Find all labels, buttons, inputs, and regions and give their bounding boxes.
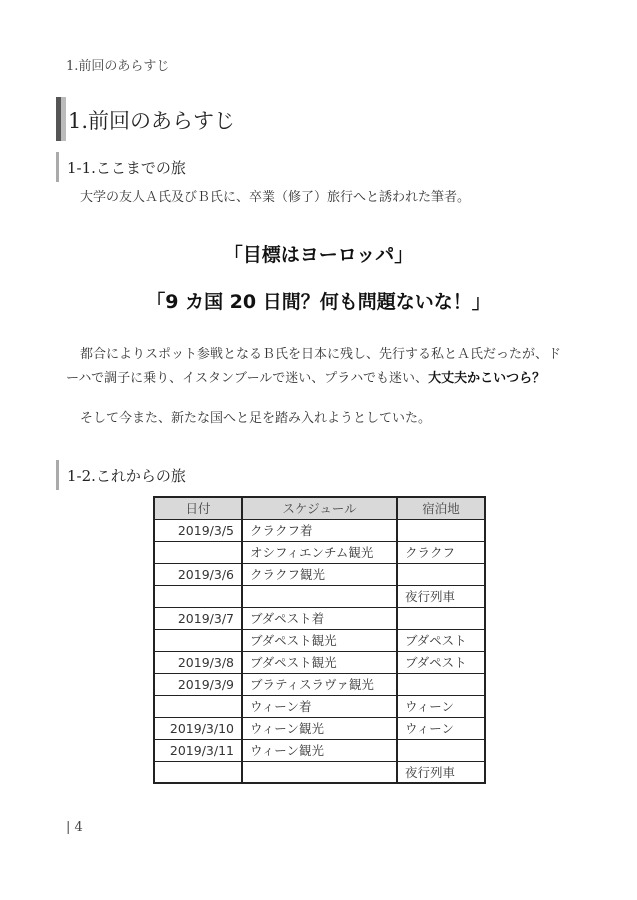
table-header-row xyxy=(154,497,485,519)
table-row xyxy=(154,519,485,541)
section-title: 1-1.ここまでの旅 xyxy=(67,159,186,177)
heading-bar-shade xyxy=(61,97,66,141)
cell-date: 2019/3/7 xyxy=(154,607,242,629)
running-header: 1.前回のあらすじ xyxy=(66,59,170,74)
story-paragraph xyxy=(66,343,574,391)
section-heading-bar xyxy=(56,152,59,182)
cell-date: 2019/3/9 xyxy=(154,673,242,695)
intro-paragraph xyxy=(66,186,574,210)
cell-lodging: クラクフ xyxy=(397,541,485,563)
quote-plan: 「9 カ国 20 日間？何も問題ないな！」 xyxy=(146,291,491,313)
intro-text: 大学の友人Ａ氏及びＢ氏に、卒業（修了）旅行へと誘われた筆者。 xyxy=(80,190,471,205)
closing-paragraph xyxy=(66,407,574,431)
cell-date: 2019/3/11 xyxy=(154,739,242,761)
table-row xyxy=(154,739,485,761)
table-row xyxy=(154,761,485,783)
table-row xyxy=(154,629,485,651)
table-row xyxy=(154,651,485,673)
table-row xyxy=(154,541,485,563)
cell-lodging: ウィーン xyxy=(397,717,485,739)
cell-schedule: クラクフ着 xyxy=(242,519,397,541)
cell-schedule: ブダペスト観光 xyxy=(242,629,397,651)
cell-date xyxy=(154,541,242,563)
table-row xyxy=(154,717,485,739)
schedule-table-body xyxy=(154,519,485,783)
page-number: | 4 xyxy=(66,820,83,835)
table-row xyxy=(154,585,485,607)
cell-date xyxy=(154,695,242,717)
schedule-table xyxy=(153,496,486,784)
closing-text: そして今また、新たな国へと足を踏み入れようとしていた。 xyxy=(80,411,432,426)
story-text: 都合によりスポット参戦となるＢ氏を日本に残し、先行する私とＡ氏だったが、ドーハで調子に乗り、イスタンブールで迷い、プラハでも迷い、 xyxy=(66,347,562,386)
table-row xyxy=(154,607,485,629)
cell-lodging: ブダペスト xyxy=(397,651,485,673)
cell-schedule: オシフィエンチム観光 xyxy=(242,541,397,563)
cell-lodging xyxy=(397,739,485,761)
cell-schedule: ブラティスラヴァ観光 xyxy=(242,673,397,695)
cell-schedule: ブダペスト観光 xyxy=(242,651,397,673)
cell-date: 2019/3/6 xyxy=(154,563,242,585)
table-row xyxy=(154,695,485,717)
cell-date xyxy=(154,585,242,607)
cell-date xyxy=(154,761,242,783)
cell-schedule: ブダペスト着 xyxy=(242,607,397,629)
header-lodging: 宿泊地 xyxy=(397,497,485,519)
cell-lodging xyxy=(397,563,485,585)
table-row xyxy=(154,673,485,695)
header-date: 日付 xyxy=(154,497,242,519)
cell-lodging: ウィーン xyxy=(397,695,485,717)
cell-lodging xyxy=(397,519,485,541)
cell-schedule: ウィーン観光 xyxy=(242,739,397,761)
cell-schedule xyxy=(242,585,397,607)
chapter-heading xyxy=(56,97,576,141)
quote-goal: 「目標はヨーロッパ」 xyxy=(223,244,414,266)
cell-lodging xyxy=(397,673,485,695)
section-title: 1-2.これからの旅 xyxy=(67,467,186,485)
cell-schedule: クラクフ観光 xyxy=(242,563,397,585)
cell-lodging xyxy=(397,607,485,629)
cell-date: 2019/3/8 xyxy=(154,651,242,673)
cell-date xyxy=(154,629,242,651)
cell-date: 2019/3/5 xyxy=(154,519,242,541)
cell-lodging: 夜行列車 xyxy=(397,761,485,783)
cell-lodging: ブダペスト xyxy=(397,629,485,651)
cell-schedule xyxy=(242,761,397,783)
table-row xyxy=(154,563,485,585)
chapter-title: 1.前回のあらすじ xyxy=(68,109,236,133)
cell-date: 2019/3/10 xyxy=(154,717,242,739)
cell-schedule: ウィーン観光 xyxy=(242,717,397,739)
cell-lodging: 夜行列車 xyxy=(397,585,485,607)
cell-schedule: ウィーン着 xyxy=(242,695,397,717)
story-emphasis: 大丈夫かこいつら？ xyxy=(428,371,546,386)
header-schedule: スケジュール xyxy=(242,497,397,519)
section-heading-bar xyxy=(56,460,59,490)
